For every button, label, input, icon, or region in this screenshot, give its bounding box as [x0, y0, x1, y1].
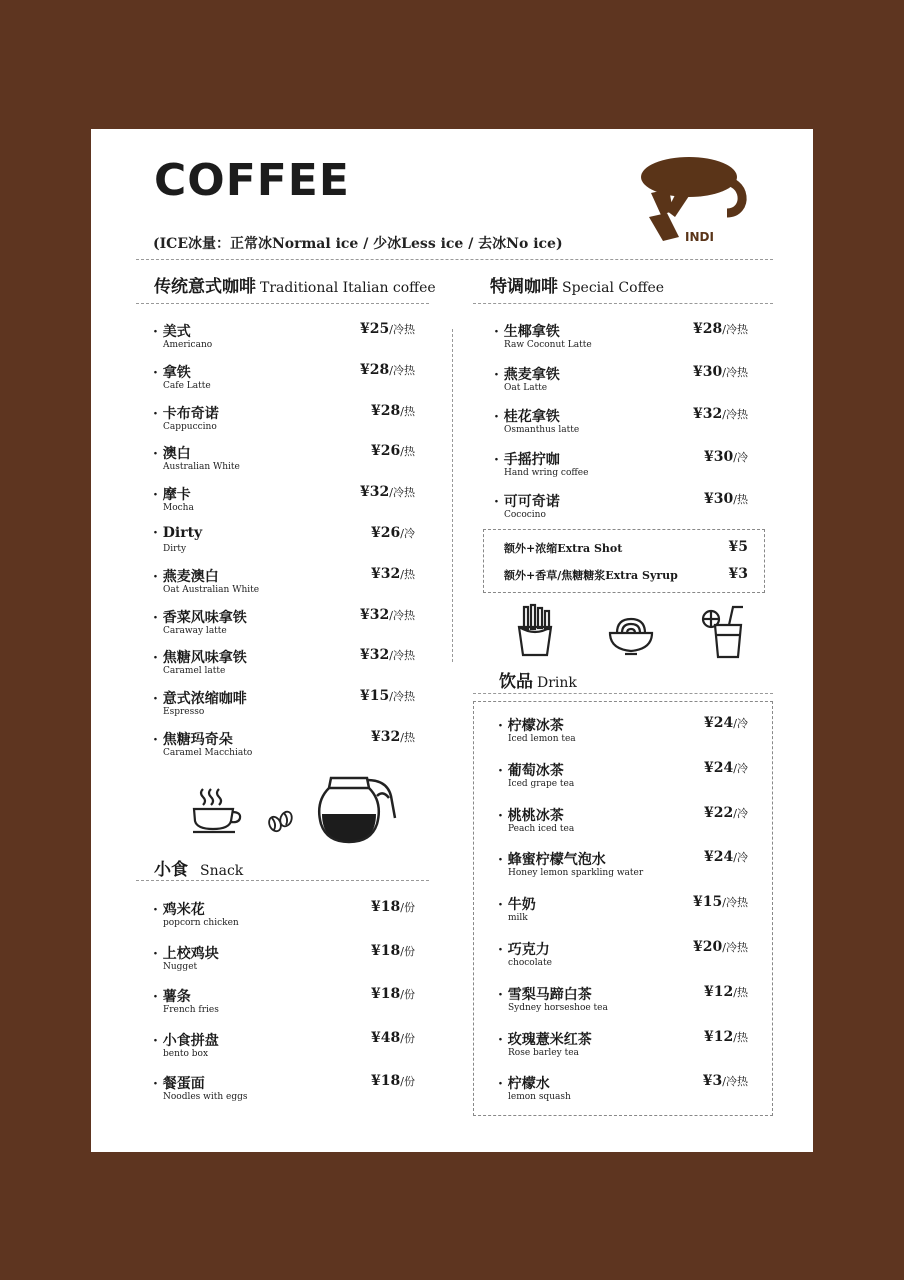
item-price-group	[371, 566, 415, 582]
item-name-en: Osmanthus latte	[504, 425, 580, 435]
item-name-cn: · 摩卡	[153, 487, 191, 504]
item-name-en: Sydney horseshoe tea	[508, 1002, 608, 1013]
menu-item	[153, 362, 415, 398]
item-price: ¥32	[360, 647, 390, 664]
item-price-group	[371, 899, 415, 915]
item-name-cn: · 鸡米花	[153, 902, 205, 918]
extra-label: 额外+香草/焦糖糖浆Extra Syrup	[504, 569, 678, 582]
item-name-en: Honey lemon sparkling water	[508, 868, 644, 879]
menu-item	[153, 484, 415, 520]
french-fries-icon	[515, 603, 555, 659]
item-unit: /冷热	[722, 365, 748, 379]
menu-item	[494, 449, 748, 485]
item-unit: /热	[400, 567, 415, 581]
item-name-en: Dirty	[163, 544, 187, 554]
item-name-cn: · 燕麦澳白	[153, 568, 219, 585]
item-name-en: bento box	[163, 1048, 209, 1059]
item-name-en: Espresso	[163, 707, 205, 718]
item-unit: /热	[733, 1030, 748, 1044]
menu-item	[153, 525, 415, 561]
item-name-en: Oat Latte	[504, 382, 548, 393]
section-title-traditional	[154, 272, 436, 297]
item-price: ¥26	[371, 525, 401, 541]
item-price-group	[360, 362, 415, 378]
item-unit: /热	[733, 493, 748, 506]
item-price: ¥32	[360, 484, 390, 501]
item-price: ¥18	[371, 986, 401, 1002]
extras-box	[483, 529, 765, 593]
item-price: ¥18	[371, 1073, 401, 1089]
item-name-en: milk	[508, 913, 528, 924]
extra-price: ¥5	[728, 539, 748, 555]
item-price-group	[371, 443, 415, 459]
section-title-drink	[499, 667, 577, 692]
divider	[136, 259, 773, 260]
item-name-en: Oat Australian White	[163, 584, 260, 595]
menu-item	[153, 647, 415, 683]
menu-item	[498, 984, 748, 1020]
item-price: ¥25	[360, 321, 390, 337]
item-price: ¥28	[693, 321, 723, 337]
menu-item	[153, 943, 415, 979]
divider	[136, 303, 429, 304]
item-unit: /份	[400, 1075, 415, 1088]
item-name-cn: · 上校鸡块	[153, 945, 219, 962]
item-unit: /热	[400, 731, 415, 744]
item-price: ¥32	[371, 729, 401, 745]
item-name-cn: · 小食拼盘	[153, 1032, 219, 1049]
item-name-en: Iced lemon tea	[508, 734, 576, 744]
item-price: ¥28	[360, 361, 390, 378]
extra-price: ¥3	[728, 566, 748, 582]
item-price: ¥28	[371, 402, 401, 419]
menu-item	[153, 566, 415, 602]
menu-item	[153, 729, 415, 765]
item-unit: /冷热	[389, 363, 415, 377]
item-name-cn: · 意式浓缩咖啡	[153, 691, 247, 708]
item-price: ¥20	[693, 939, 723, 955]
divider	[136, 880, 429, 881]
section-title-cn: 特调咖啡	[490, 277, 558, 297]
item-name-cn: · 可可奇诺	[494, 494, 560, 510]
menu-item	[498, 805, 748, 841]
menu-item	[153, 688, 415, 724]
item-name-cn: · 牛奶	[498, 897, 536, 914]
item-price-group	[371, 943, 415, 959]
item-price-group	[693, 321, 748, 337]
menu-item	[153, 443, 415, 479]
item-name-cn: · 薯条	[153, 989, 191, 1005]
item-name-en: Mocha	[163, 503, 194, 514]
item-price-group	[693, 939, 748, 955]
item-name-en: Nugget	[163, 961, 198, 972]
item-unit: /冷	[733, 851, 748, 865]
item-name-cn: · 焦糖玛奇朵	[153, 732, 233, 748]
section-title-en: Special Coffee	[562, 280, 665, 296]
item-price-group	[371, 1073, 415, 1089]
item-price-group	[704, 805, 748, 821]
item-name-cn: · 澳白	[153, 446, 191, 463]
item-name-en: Noodles with eggs	[163, 1092, 248, 1102]
item-name-cn: · Dirty	[153, 525, 203, 541]
item-price-group	[371, 403, 415, 419]
item-price-group	[371, 729, 415, 745]
item-price: ¥24	[704, 759, 734, 776]
item-price: ¥30	[704, 448, 734, 465]
item-name-cn: · 桃桃冰茶	[498, 807, 564, 824]
item-name-cn: · 香菜风味拿铁	[153, 609, 247, 626]
menu-item	[494, 321, 748, 357]
menu-item	[153, 899, 415, 935]
item-price: ¥12	[704, 983, 734, 1000]
item-unit: /冷	[733, 761, 748, 775]
item-price-group	[693, 894, 748, 910]
item-unit: /冷热	[722, 1075, 748, 1089]
menu-item	[153, 1030, 415, 1066]
item-name-en: French fries	[163, 1005, 219, 1015]
item-price: ¥32	[693, 406, 723, 422]
item-price-group	[704, 715, 748, 731]
menu-card	[91, 129, 813, 1152]
item-price: ¥22	[704, 804, 734, 821]
item-name-en: Caramel Macchiato	[163, 748, 253, 758]
item-price-group	[360, 688, 415, 704]
item-name-cn: · 雪梨马蹄白茶	[498, 986, 592, 1003]
menu-item	[498, 849, 748, 885]
column-divider	[452, 329, 453, 662]
item-name-cn: · 燕麦拿铁	[494, 366, 560, 383]
item-price: ¥18	[371, 899, 401, 915]
item-price-group	[704, 849, 748, 865]
item-unit: /热	[400, 404, 415, 418]
section-title-cn: 饮品	[499, 672, 533, 692]
item-unit: /冷热	[722, 941, 748, 954]
item-price: ¥32	[360, 606, 390, 623]
item-name-en: Caramel latte	[163, 666, 226, 677]
item-price: ¥48	[371, 1029, 401, 1046]
item-name-en: lemon squash	[508, 1092, 571, 1103]
item-name-en: Americano	[163, 340, 213, 350]
item-name-en: Caraway latte	[163, 625, 227, 636]
item-price: ¥15	[360, 688, 390, 705]
menu-item	[153, 607, 415, 643]
item-unit: /冷热	[722, 896, 748, 910]
menu-item	[153, 403, 415, 439]
menu-item	[498, 760, 748, 796]
item-name-cn: · 蜂蜜柠檬气泡水	[498, 852, 606, 869]
item-price-group	[704, 760, 748, 776]
item-unit: /份	[400, 988, 415, 1001]
item-price: ¥32	[371, 565, 401, 582]
item-name-cn: · 桂花拿铁	[494, 409, 560, 425]
item-price-group	[693, 364, 748, 380]
item-name-en: chocolate	[508, 958, 552, 968]
item-price: ¥3	[702, 1073, 723, 1090]
item-name-cn: · 拿铁	[153, 364, 191, 381]
item-unit: /冷热	[389, 649, 415, 663]
menu-item	[494, 406, 748, 442]
menu-item	[153, 986, 415, 1022]
item-name-cn: · 巧克力	[498, 942, 550, 958]
item-name-en: Cappuccino	[163, 421, 217, 432]
section-title-snack	[154, 855, 243, 880]
logo-text: INDI	[685, 230, 714, 244]
item-name-en: Rose barley tea	[508, 1047, 579, 1058]
section-title-cn: 小食	[154, 860, 188, 880]
item-price-group	[704, 984, 748, 1000]
item-unit: /份	[400, 944, 415, 958]
item-price: ¥26	[371, 443, 401, 460]
coffee-cup-icon	[191, 785, 243, 835]
item-price-group	[704, 449, 748, 465]
menu-item	[153, 321, 415, 357]
item-name-cn: · 餐蛋面	[153, 1076, 205, 1092]
noodle-bowl-icon	[607, 609, 655, 657]
menu-item	[153, 1073, 415, 1109]
item-unit: /冷热	[722, 408, 748, 421]
item-unit: /冷热	[389, 323, 415, 336]
menu-item	[498, 894, 748, 930]
item-name-en: Iced grape tea	[508, 778, 575, 789]
item-price-group	[693, 406, 748, 422]
item-unit: /热	[400, 445, 415, 459]
item-price: ¥30	[693, 363, 723, 380]
item-name-en: Cococino	[504, 510, 546, 520]
item-price-group	[704, 491, 748, 507]
item-price: ¥12	[704, 1028, 734, 1045]
ice-note: (ICE冰量：正常冰Normal ice / 少冰Less ice / 去冰No ice)	[153, 236, 563, 252]
item-name-en: Raw Coconut Latte	[504, 340, 592, 350]
item-name-cn: · 美式	[153, 324, 191, 340]
coffee-pot-icon	[317, 774, 399, 846]
item-unit: /冷	[733, 717, 748, 730]
item-price: ¥18	[371, 942, 401, 959]
item-unit: /热	[733, 985, 748, 999]
brand-logo	[639, 151, 749, 251]
coffee-beans-icon	[267, 809, 295, 835]
item-name-cn: · 玫瑰薏米红茶	[498, 1031, 592, 1048]
menu-item	[494, 491, 748, 527]
item-name-cn: · 葡萄冰茶	[498, 762, 564, 779]
item-price: ¥15	[693, 894, 723, 911]
item-name-en: Cafe Latte	[163, 380, 211, 391]
item-name-en: Australian White	[163, 462, 240, 473]
section-title-special	[490, 272, 664, 297]
section-title-en: Traditional Italian coffee	[260, 280, 436, 296]
item-price-group	[360, 647, 415, 663]
item-unit: /份	[400, 1031, 415, 1045]
menu-item	[498, 715, 748, 751]
item-name-cn: · 柠檬冰茶	[498, 718, 564, 734]
divider	[473, 303, 773, 304]
item-price-group	[360, 484, 415, 500]
item-name-cn: · 焦糖风味拿铁	[153, 650, 247, 667]
item-name-cn: · 生椰拿铁	[494, 324, 560, 340]
item-unit: /冷	[733, 806, 748, 820]
item-price-group	[360, 321, 415, 337]
item-unit: /冷热	[389, 690, 415, 704]
item-price: ¥24	[704, 715, 734, 731]
item-price: ¥24	[704, 849, 734, 866]
item-unit: /冷	[733, 450, 748, 464]
section-title-cn: 传统意式咖啡	[154, 277, 256, 297]
section-title-en: Snack	[200, 863, 244, 879]
item-price-group	[371, 986, 415, 1002]
item-unit: /冷	[400, 527, 415, 540]
item-price-group	[703, 1073, 748, 1089]
item-name-cn: · 柠檬水	[498, 1076, 550, 1093]
item-name-en: Hand wring coffee	[504, 467, 589, 478]
menu-item	[498, 939, 748, 975]
item-name-en: Peach iced tea	[508, 823, 575, 834]
item-name-cn: · 卡布奇诺	[153, 405, 219, 422]
divider	[473, 693, 773, 694]
extra-label: 额外+浓缩Extra Shot	[504, 542, 623, 555]
item-unit: /份	[400, 901, 415, 914]
item-unit: /冷热	[389, 608, 415, 622]
item-price-group	[371, 525, 415, 541]
item-unit: /冷热	[722, 323, 748, 336]
menu-item	[498, 1029, 748, 1065]
item-price-group	[704, 1029, 748, 1045]
section-title-en: Drink	[537, 675, 577, 691]
item-price-group	[371, 1030, 415, 1046]
item-unit: /冷热	[389, 486, 415, 500]
menu-item	[498, 1073, 748, 1109]
lemon-drink-icon	[701, 605, 747, 659]
item-name-cn: · 手摇拧咖	[494, 451, 560, 468]
menu-item	[494, 364, 748, 400]
item-price-group	[360, 607, 415, 623]
item-price: ¥30	[704, 491, 734, 507]
page-title: COFFEE	[154, 155, 350, 206]
item-name-en: popcorn chicken	[163, 918, 239, 928]
